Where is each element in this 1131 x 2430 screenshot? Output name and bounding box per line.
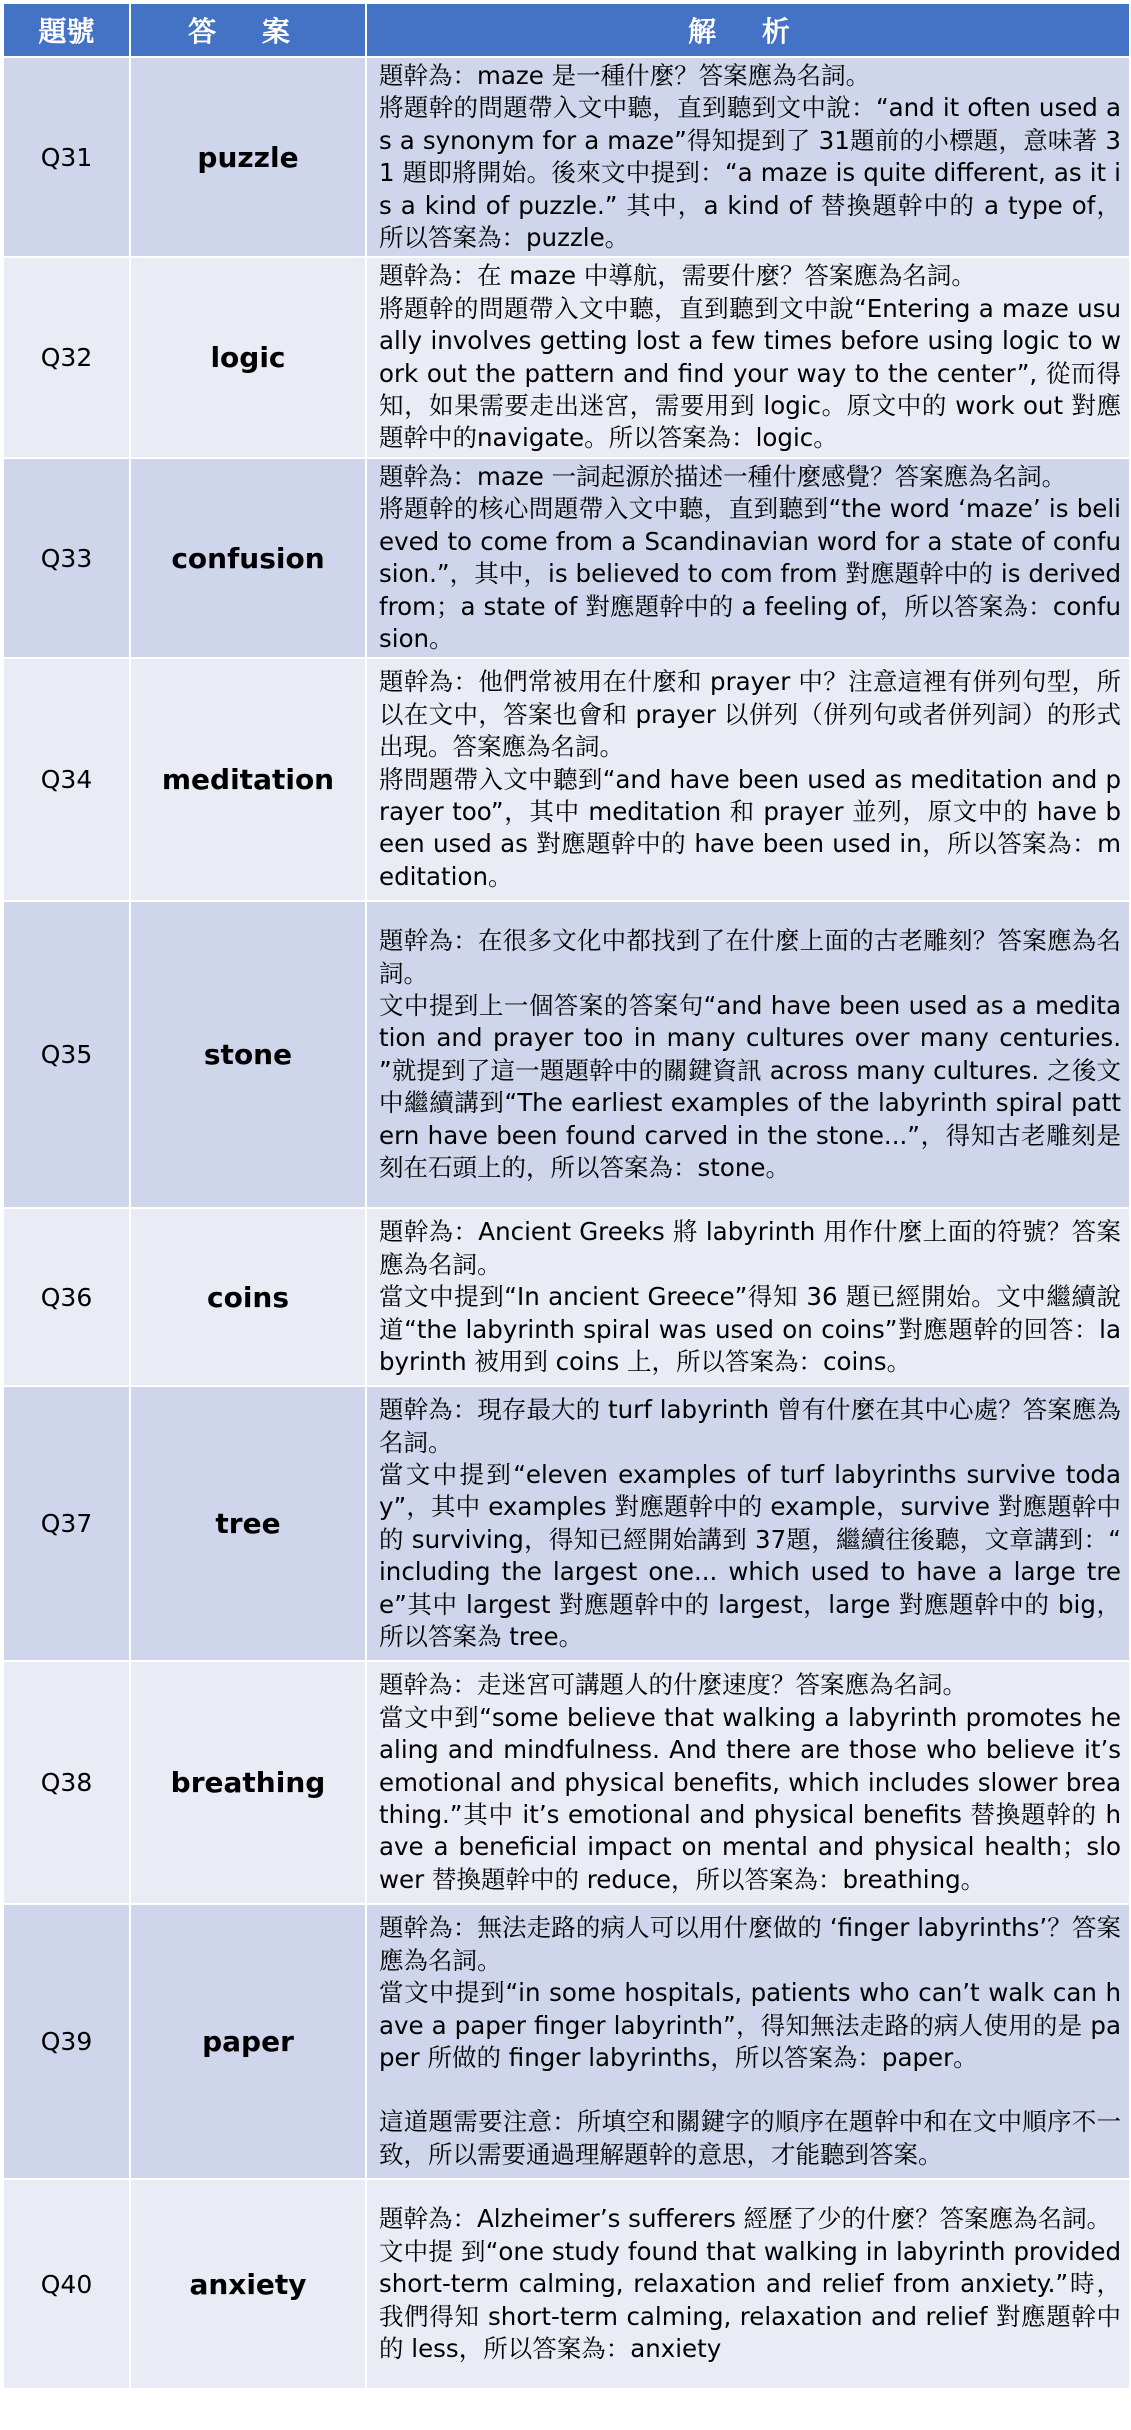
table-row-q32 (3, 257, 1130, 457)
explanation (366, 2179, 1130, 2389)
header-explanation: 解 析 (366, 3, 1130, 57)
answer: confusion (130, 458, 366, 658)
table-row-q35 (3, 901, 1130, 1208)
explanation-line: 題幹為：在很多文化中都找到了在什麼上面的古老雕刻？答案應為名詞。 (379, 926, 1121, 988)
answer: logic (130, 257, 366, 457)
explanation-line: 將題幹的核心問題帶入文中聽，直到聽到“the word ‘maze’ is believed to come from a Scandinavian word for a state of confusion.”，其中，is believed to com from 對應題幹中的 is derived from；a state of 對應題幹中的 a feeling of，所以答案為：confusion。 (379, 494, 1121, 653)
table-row-q31 (3, 57, 1130, 257)
table-row-q37 (3, 1386, 1130, 1661)
explanation-line: 題幹為：Ancient Greeks 將 labyrinth 用作什麼上面的符號？答案應為名詞。 (379, 1217, 1121, 1279)
answer: puzzle (130, 57, 366, 257)
explanation-line: 題幹為：在 maze 中導航，需要什麼？答案應為名詞。 (379, 261, 976, 291)
answer: breathing (130, 1661, 366, 1904)
table-row-q39 (3, 1904, 1130, 2179)
header-question-number: 題號 (3, 3, 130, 57)
answer: tree (130, 1386, 366, 1661)
table-row-q36 (3, 1208, 1130, 1386)
explanation (366, 901, 1130, 1208)
explanation-line: 當文中提到“In ancient Greece”得知 36 題已經開始。文中繼續說道“the labyrinth spiral was used on coins”對應題幹的回答：labyrinth 被用到 coins 上，所以答案為：coins。 (379, 1282, 1121, 1376)
answer-table (2, 2, 1131, 2390)
explanation-line: 將題幹的問題帶入文中聽，直到聽到文中說：“and it often used as a synonym for a maze”得知提到了 31題前的小標題，意味著 31 題即將開始。後來文中提到：“a maze is quite different, as it is a kind of puzzle.” 其中，a kind of 替換題幹中的 a type of， 所以答案為：puzzle。 (379, 93, 1121, 253)
explanation-line: 當文中提到“in some hospitals, patients who can’t walk can have a paper finger labyrinth”，得知無法走路的病人使用的是 paper 所做的 finger labyrinths，所以答案為：paper。 (379, 1978, 1121, 2073)
explanation (366, 1661, 1130, 1904)
question-number: Q37 (3, 1386, 130, 1661)
table-row-q40 (3, 2179, 1130, 2389)
answer: paper (130, 1904, 366, 2179)
explanation-line: 題幹為：maze 是一種什麼？答案應為名詞。 (379, 61, 871, 90)
question-number: Q38 (3, 1661, 130, 1904)
answer: anxiety (130, 2179, 366, 2389)
question-number: Q34 (3, 658, 130, 901)
table-row-q33 (3, 458, 1130, 658)
explanation-line: 題幹為：走迷宮可講題人的什麼速度？答案應為名詞。 (379, 1670, 967, 1700)
explanation-line: 題幹為：Alzheimer’s sufferers 經歷了少的什麼？答案應為名詞。 (379, 2204, 1112, 2234)
explanation (366, 1208, 1130, 1386)
explanation-line: 當文中到“some believe that walking a labyrinth promotes healing and mindfulness. And there are those who believe it’s emotional and physical benefits, which includes slower breathing.”其中 it’s emotional and physical benefits 替換題幹的 have a beneficial impact on mental and physical health；slower 替換題幹中的 reduce，所以答案為：breathing。 (379, 1702, 1121, 1894)
explanation-line: 文中提到上一個答案的答案句“and have been used as a meditation and prayer too in many cultures over many centuries. ”就提到了這一題題幹中的關鍵資訊 across many cultures. 之後文中繼續講到“The earliest examples of the labyrinth spiral pattern have been found carved in the stone...”，得知古老雕刻是刻在石頭上的，所以答案為：stone。 (379, 991, 1121, 1183)
explanation-note: 這道題需要注意：所填空和關鍵字的順序在題幹中和在文中順序不一致，所以需要通過理解題幹的意思，才能聽到答案。 (379, 2107, 1121, 2169)
explanation-line: 當文中提到“eleven examples of turf labyrinths survive today”，其中 examples 對應題幹中的 example，survive 對應題幹中的 surviving，得知已經開始講到 37題，繼續往後聽，文章講到：“ including the largest one... which used to have a large tree”其中 largest 對應題幹中的 largest，large 對應題幹中的 big，所以答案為 tree。 (379, 1460, 1121, 1652)
explanation-line: 文中提 到“one study found that walking in labyrinth provided short-term calming, relaxation and relief from anxiety.”時，我們得知 short-term calming, relaxation and relief 對應題幹中的 less，所以答案為：anxiety (379, 2236, 1121, 2363)
question-number: Q36 (3, 1208, 130, 1386)
question-number: Q39 (3, 1904, 130, 2179)
question-number: Q35 (3, 901, 130, 1208)
explanation (366, 1904, 1130, 2179)
answer: stone (130, 901, 366, 1208)
question-number: Q32 (3, 257, 130, 457)
explanation-line: 題幹為：maze 一詞起源於描述一種什麼感覺？答案應為名詞。 (379, 461, 1067, 491)
answer: coins (130, 1208, 366, 1386)
question-number: Q40 (3, 2179, 130, 2389)
explanation (366, 1386, 1130, 1661)
header-row (3, 3, 1130, 57)
question-number: Q31 (3, 57, 130, 257)
answer: meditation (130, 658, 366, 901)
explanation (366, 658, 1130, 901)
explanation-line: 將題幹的問題帶入文中聽，直到聽到文中說“Entering a maze usually involves getting lost a few times before using logic to work out the pattern and find your way to the center”, 從而得知，如果需要走出迷宮，需要用到 logic。原文中的 work out 對應題幹中的navigate。所以答案為：logic。 (379, 293, 1121, 453)
explanation (366, 57, 1130, 257)
table-row-q38 (3, 1661, 1130, 1904)
table-row-q34 (3, 658, 1130, 901)
explanation-line: 題幹為：他們常被用在什麼和 prayer 中？注意這裡有併列句型，所以在文中，答案也會和 prayer 以併列（併列句或者併列詞）的形式出現。答案應為名詞。 (379, 667, 1121, 762)
question-number: Q33 (3, 458, 130, 658)
explanation-line: 題幹為：無法走路的病人可以用什麼做的 ‘finger labyrinths’？答案應為名詞。 (379, 1913, 1121, 1975)
explanation-line: 題幹為：現存最大的 turf labyrinth 曾有什麼在其中心處？答案應為名詞。 (379, 1395, 1121, 1457)
explanation-line: 將問題帶入文中聽到“and have been used as meditation and prayer too”，其中 meditation 和 prayer 並列，原文中的 have been used as 對應題幹中的 have been used in，所以答案為：meditation。 (379, 764, 1121, 891)
explanation (366, 257, 1130, 457)
header-answer: 答 案 (130, 3, 366, 57)
explanation (366, 458, 1130, 658)
